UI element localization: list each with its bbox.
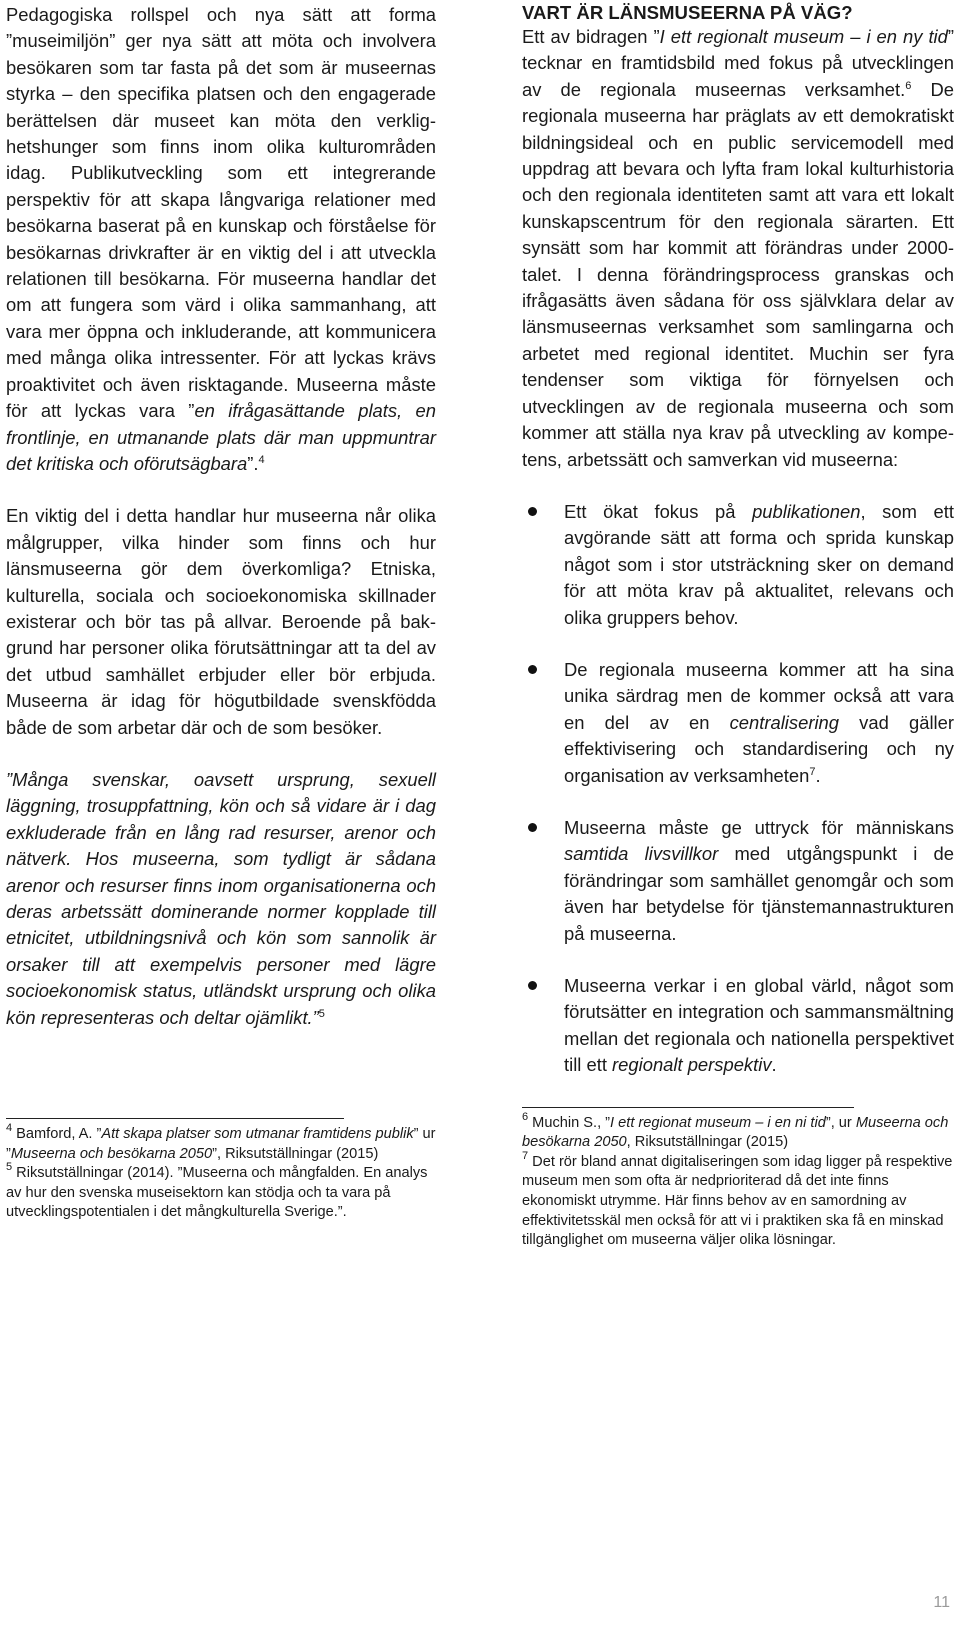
left-paragraph-2: En viktig del i detta handlar hur museerna når olika målgrupper, vilka hinder som finns och hur länsmuseerna gör dem överkomliga? Etniska, kulturella, sociala och socioekonomiska skillnader existerar och bör tas på allvar. Beroende på bakgrund har personer olika förutsättningar att ta del av det utbud samhället erbjuder eller bör erbjuda. Museerna är idag för högutbildade svenskfödda både de som arbetar där och de som besöker. [6,505,436,738]
footnote-ref-4: 4 [258,453,265,466]
text-run: ”. [247,452,259,474]
right-paragraph-1 [522,24,954,473]
footnote-7 [522,1149,954,1251]
bullet-icon [528,507,537,516]
text-run: vad gäller effektivisering och standardisering och ny organisation av verksamheten [564,711,954,786]
italic-term: samtida livsvillkor [564,843,719,865]
text-run: Ett ökat fokus på [564,500,753,522]
italic-term: publikationen [752,500,861,522]
text-run: De regionala museerna har präglats av ett demokratiskt bildningsideal och en public servicemodell med uppdrag att bevara och lyfta fram lokal kulturhistoria och den regionala identiteten samt att vara ett lokalt kunskapscentrum för den regionala särarten. Ett synsätt som har kommit att förändras under 2000-talet. I denna förändringsprocess granskas och ifrågasätts även sådana för oss självklara delar av länsmuseernas verksamhet som samlingarna och arbetet med regional identitet. Muchin ser fyra tendenser som viktiga för förnyelsen och utvecklingen av de regionala museerna och som kommer att ställa nya krav på utveckling av kompetens, arbetssätt och samverkan vid museerna: [522,78,954,470]
text-run: Museerna måste ge uttryck för människans [564,816,954,838]
footnote-ref-5: 5 [318,1007,325,1020]
footnote-4 [6,1122,436,1164]
footnote-number: 6 [522,1110,529,1123]
list-item [522,973,954,1079]
italic-quote: ”Många svenskar, oavsett ursprung, sexuell läggning, trosuppfattning, kön och så vidare är i dag exkluderade från en lång rad resurser, arenor och nätverk. [6,768,436,870]
italic-term: centralisering [729,711,839,733]
italic-title: Att skapa platser som utmanar framtidens publik [101,1126,414,1143]
text-run: Bamford, A. ” [12,1126,102,1143]
text-run: med utgångspunkt i de förändringar som samhället genomgår och som även har betydelse för tjänstemannastrukturen på museerna. [564,843,954,944]
right-column [522,0,954,1251]
text-run: ” ur ” [6,1126,436,1162]
italic-quote: ” [312,1006,319,1028]
list-item [522,657,954,789]
section-heading: VART ÄR LÄNSMUSEERNA PÅ VÄG? [522,2,853,23]
text-run: Muchin S., ” [528,1114,611,1131]
footnote-number: 4 [6,1122,13,1135]
text-run: Det rör bland annat digitaliseringen som idag ligger på respektive museum men som ofta är nedprioriterad då det inte finns ekonomiskt utrymme. Här finns behov av en samordning av effektivitetsskäl men också för att vi i praktiken ska få en minskad tillgänglighet om museerna väljer olika lösningar. [522,1153,953,1249]
italic-title: I ett regionalt museum – i en ny tid [659,26,948,47]
italic-quote: Hos museerna, som tydligt är sådana arenor och resurser finns inom organisationerna och deras arbetssätt dominerande normer kopplade till etnicitet, utbildningsnivå och kön som sannolik är orsaker till att exempelvis personer med lägre socioekonomisk status, utländskt ursprung och olika kön representeras och deltar ojämlikt. [6,848,436,1028]
footnote-number: 7 [522,1149,529,1162]
footnote-5 [6,1161,436,1223]
footnote-divider [6,1118,344,1119]
left-paragraph-3 [6,767,436,1031]
footnote-ref-6: 6 [905,79,912,92]
text-run: ”, ur [825,1114,856,1131]
text-run: . [771,1054,777,1076]
bullet-icon [528,665,537,674]
left-paragraph-1 [6,2,436,477]
page-number: 11 [933,1594,950,1611]
text-run: ” tecknar en framtidsbild med fokus på utvecklingen av de regionala museernas verksamhet. [522,26,954,100]
list-item [522,815,954,947]
italic-quote: en ifrågasättande plats, en frontlinje, en utmanande plats där man uppmuntrar det kritiska och oförutsägbara [6,400,437,474]
bullet-icon [528,823,537,832]
left-column [6,0,436,1223]
text-run: Museerna verkar i en global värld, något som förutsätter en integration och sammansmältning mellan det regionala och nationella perspektivet till ett [564,975,954,1076]
italic-title: Museerna och besökarna 2050 [522,1114,949,1151]
italic-title: Museerna och besökarna 2050 [10,1145,213,1162]
footnote-number: 5 [6,1161,13,1174]
italic-title: I ett regionat museum – i en ni tid [610,1114,826,1131]
tendency-list [522,499,954,1079]
footnote-ref-7: 7 [809,765,816,778]
text-run: , som ett avgörande sätt att forma och sprida kunskap något som i stor utsträckning sker on demand för att möta krav på aktualitet, relevans och olika gruppers behov. [564,500,954,628]
text-run: , Riksutställningar (2015) [626,1134,789,1151]
text-run: Riksutställningar (2014). ”Museerna och mångfalden. En analys av hur den svenska museisektorn kan stödja och ta vara på utvecklingspotentialen i det mångkulturella Sverige.”. [6,1165,428,1221]
bullet-icon [528,981,537,990]
text-run: De regionala museerna kommer att ha sina unika särdrag men de kommer också att vara en del av en [564,658,954,733]
italic-term: regionalt perspektiv [612,1054,772,1076]
list-item [522,499,954,631]
text-run: . [815,764,821,786]
footnote-divider [522,1107,854,1108]
footnote-6 [522,1110,954,1153]
text-run: Pedagogiska rollspel och nya sätt att forma ”museimiljön” ger nya sätt att möta och involvera besökaren som tar fasta på det som är museernas styrka – den specifika platsen och den engagerade berättelsen där museet kan möta den verklighetshunger som finns inom olika kulturområden idag. Publikutveckling som ett integrerande perspektiv för att skapa långvariga relationer med besökarna baserat på en kunskap och förståelse för besökarnas drivkrafter är en viktig del i att utveckla relationen till besökarna. För museerna handlar det om att fungera som värd i olika sammanhang, att vara mer öppna och inkluderande, att kommunicera med många olika intressenter. För att lyckas krävs proaktivitet och även risktagande. Museerna måste för att lyckas vara ” [6,4,436,422]
text-run: Ett av bidragen ” [522,26,660,47]
text-run: ”, Riksutställningar (2015) [212,1145,379,1162]
